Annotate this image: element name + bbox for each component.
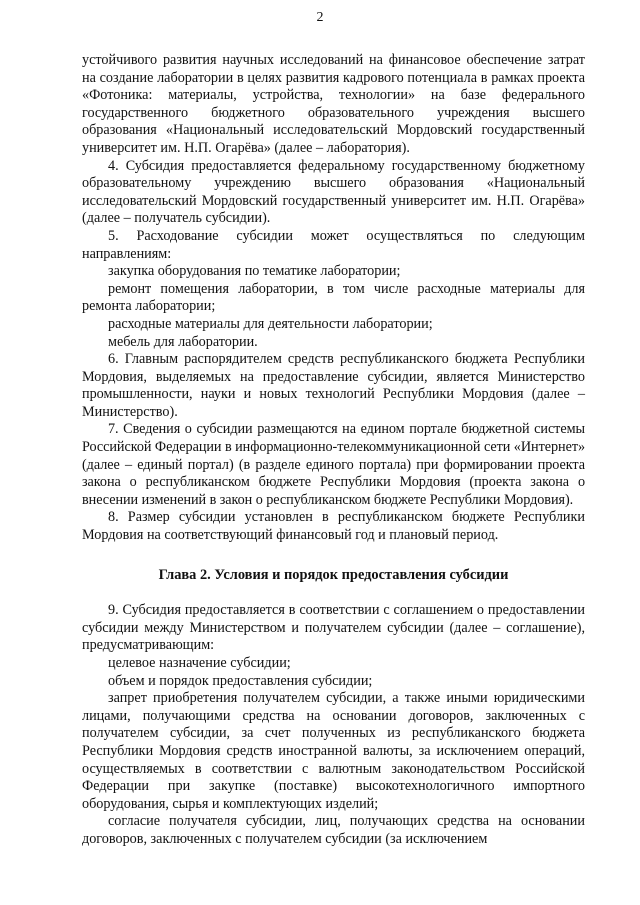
paragraph-4: 4. Субсидия предоставляется федеральному государственному бюджетному образовательному учреждению высшего образования «Национальный исследовательский Мордовский государственный университет им. Н.П. Огарёва» (далее – получатель субсидии). [82,157,585,227]
document-body [82,52,585,849]
list-item-equipment: закупка оборудования по тематике лаборатории; [108,263,401,280]
list-item-repair: ремонт помещения лаборатории, в том числе расходные материалы для ремонта лаборатории; [82,280,585,315]
paragraph-7: 7. Сведения о субсидии размещаются на едином портале бюджетной системы Российской Федерации в информационно-телекоммуникационной сети «Интернет» (далее – единый портал) (в разделе единого портала) при формировании проекта закона о республиканском бюджете Республики Мордовия (проекта закона о внесении изменений в закон о республиканском бюджете Республики Мордовия). [82,421,586,508]
list-item-purpose: целевое назначение субсидии; [108,655,291,671]
paragraph-5: 5. Расходование субсидии может осуществляться по следующим направлениям: [82,227,585,262]
paragraph-9: 9. Субсидия предоставляется в соответствии с соглашением о предоставлении субсидии между Министерством и получателем субсидии (далее – соглашение), предусматривающим: [82,602,585,654]
paragraph-6: 6. Главным распорядителем средств республиканского бюджета Республики Мордовия, выделяемых на предоставление субсидии, является Министерство промышленности, науки и новых технологий Республики Мордовия (далее – Министерство). [82,351,585,420]
paragraph-3-continuation: устойчивого развития научных исследований на финансовое обеспечение затрат на создание лаборатории в целях развития кадрового потенциала в рамках проекта «Фотоника: материалы, устройства, технологии» на базе федерального государственного бюджетного образовательного учреждения высшего образования «Национальный исследовательский Мордовский государственный университет им. Н.П. Огарёва» (далее – лаборатория). [82,52,585,156]
list-item-volume: объем и порядок предоставления субсидии; [108,672,373,689]
list-item-furniture: мебель для лаборатории. [108,333,258,350]
list-item-currency-ban: запрет приобретения получателем субсидии, а также иными юридическими лицами, получающими средства на основании договоров, заключенных с получателем субсидии, за счет полученных из республиканского бюджета Республики Мордовия средств иностранной валюты, за исключением операций, осуществляемых в соответствии с валютным законодательством Российской Федерации при закупке (поставке) высокотехнологичного импортного оборудования, сырья и комплектующих изделий; [82,690,585,812]
chapter-heading: Глава 2. Условия и порядок предоставления субсидии [158,566,509,583]
list-item-consent: согласие получателя субсидии, лиц, получающих средства на основании договоров, заключенных с получателем субсидии (за исключением [82,813,585,847]
list-item-consumables: расходные материалы для деятельности лаборатории; [108,315,433,332]
paragraph-8: 8. Размер субсидии установлен в республиканском бюджете Республики Мордовия на соответствующий финансовый год и плановый период. [82,509,585,544]
page-number: 2 [316,10,324,25]
